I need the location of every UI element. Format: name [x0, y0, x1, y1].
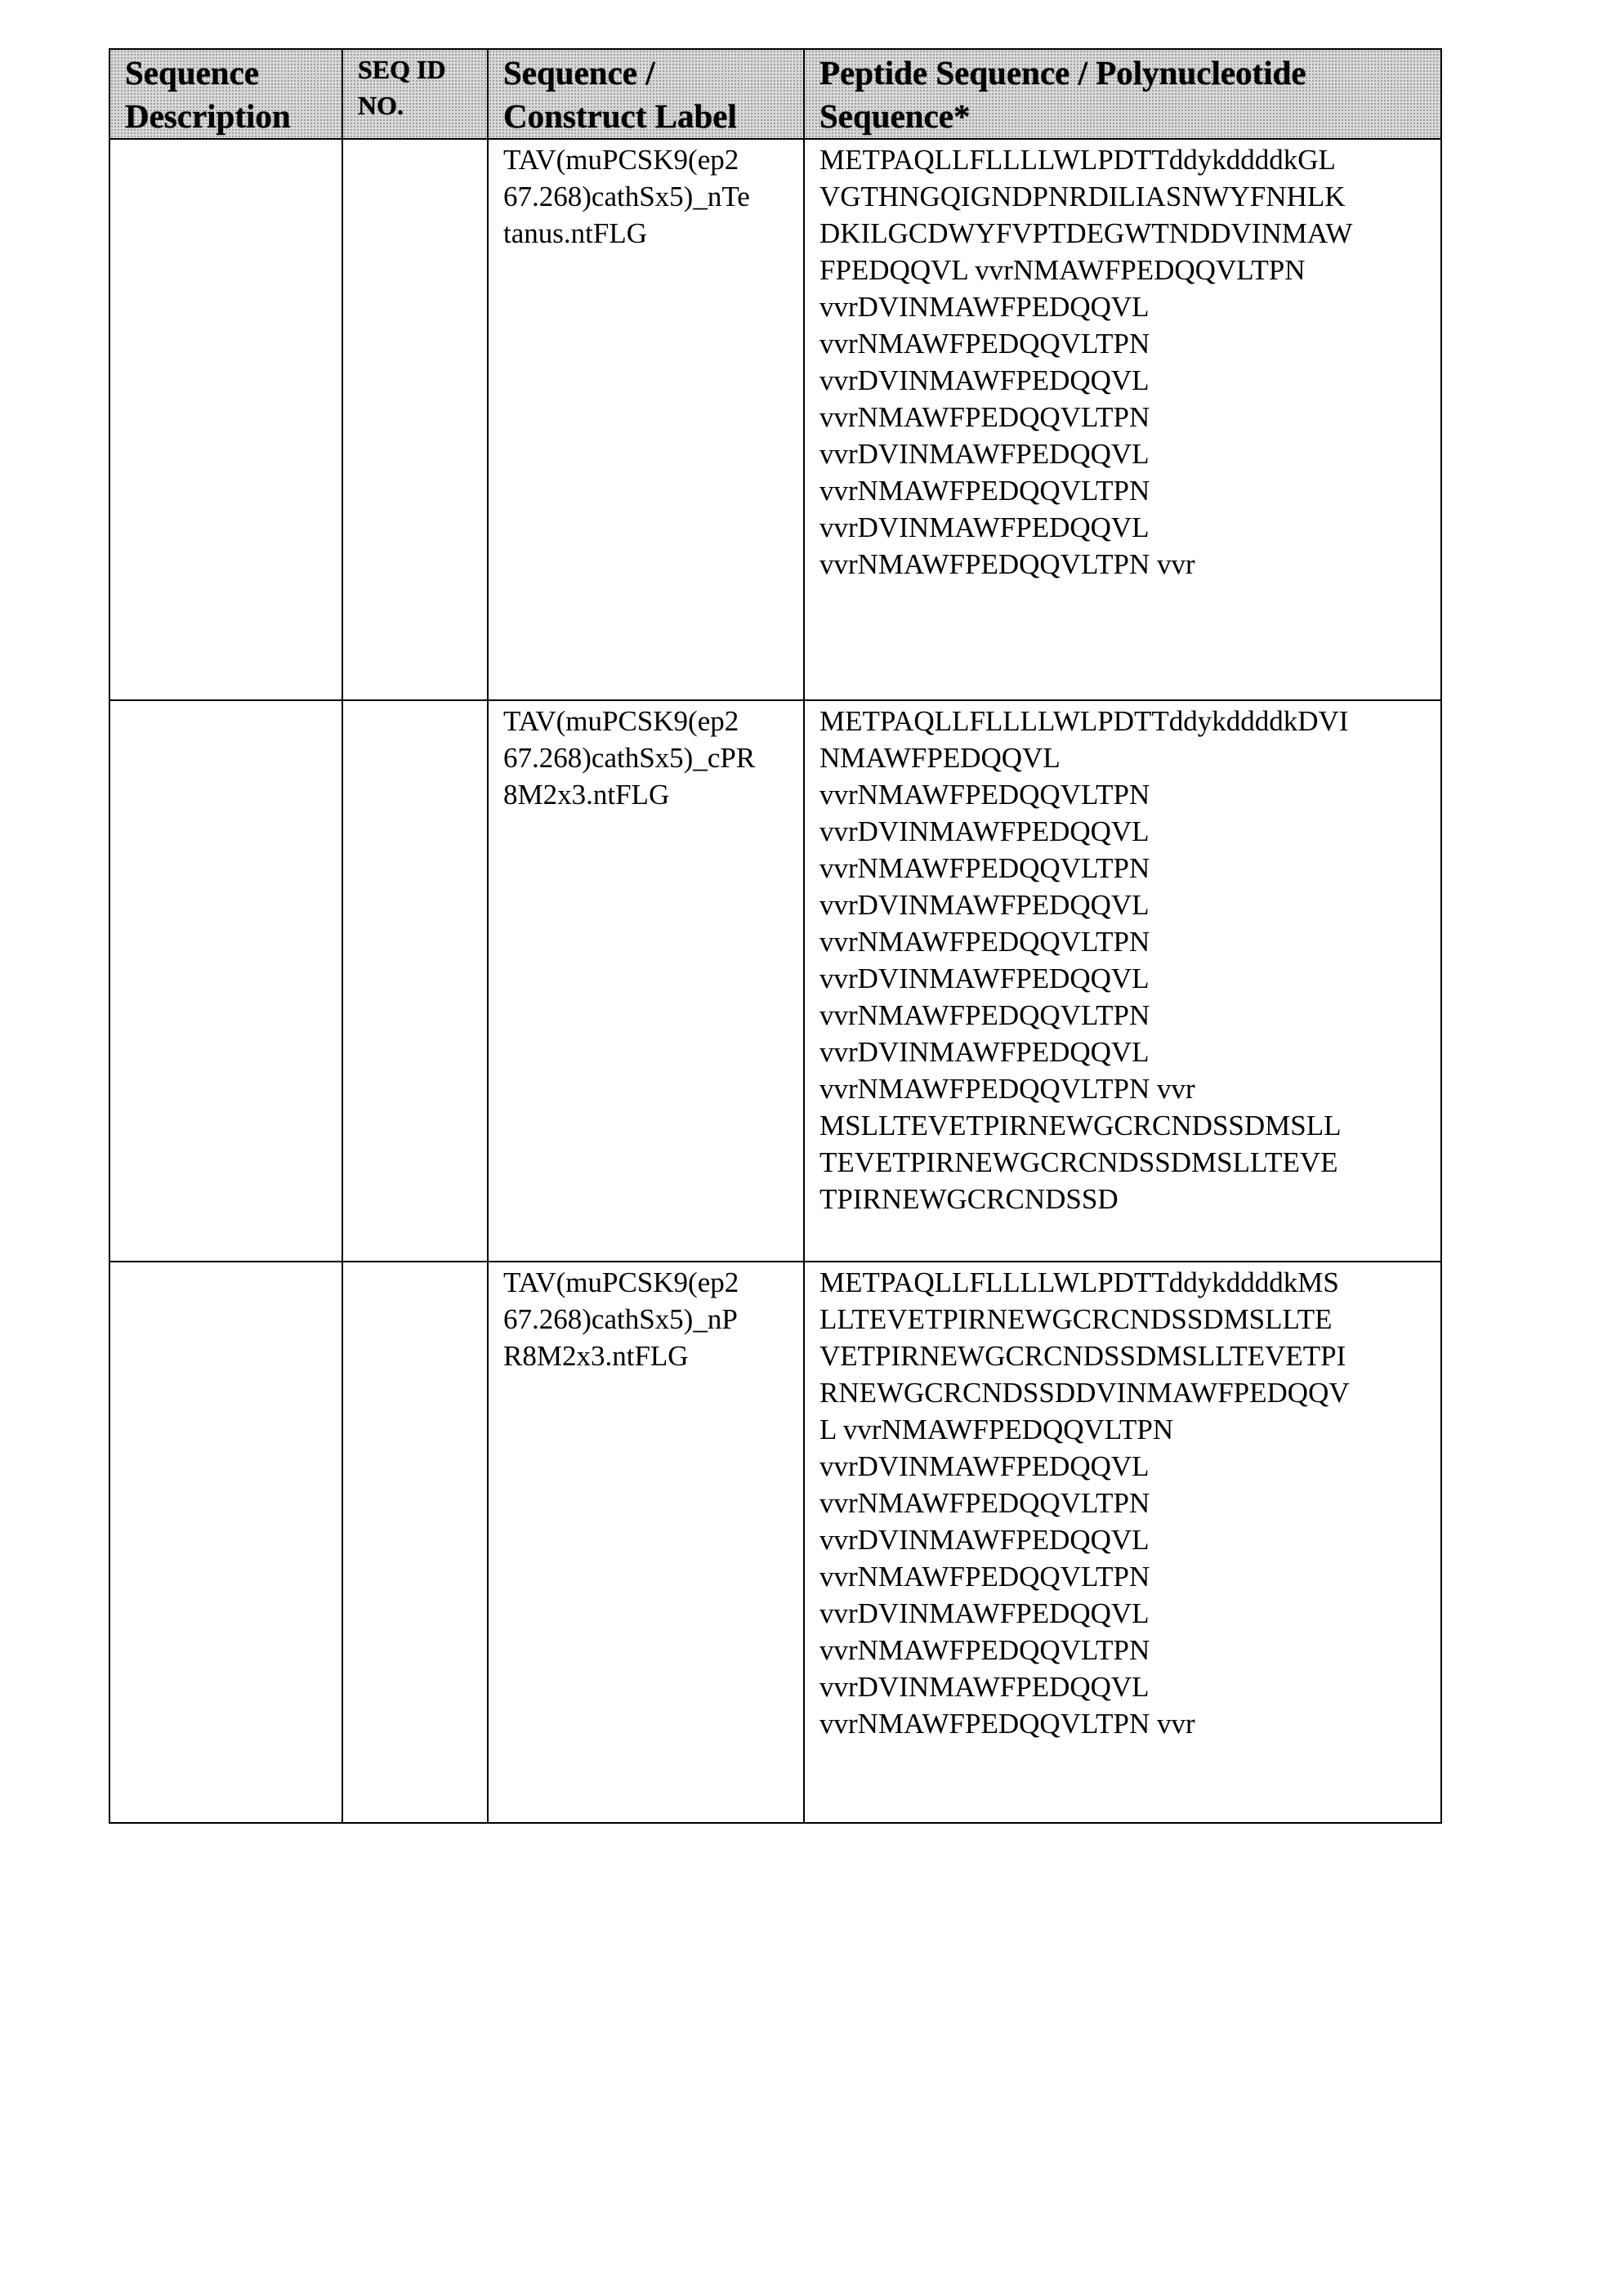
- peptide-sequence-cell-line: LLTEVETPIRNEWGCRCNDSSDMSLLTE: [819, 1301, 1432, 1338]
- peptide-sequence-cell-line: vvrNMAWFPEDQQVLTPN: [819, 776, 1432, 813]
- peptide-sequence-cell-line: METPAQLLFLLLLWLPDTTddykddddkMS: [819, 1264, 1432, 1301]
- header-text: Sequence: [125, 51, 333, 95]
- table-row: [109, 1262, 1441, 1823]
- header-text: SEQ ID: [358, 51, 479, 87]
- header-text: Peptide Sequence / Polynucleotide: [819, 51, 1432, 95]
- peptide-sequence-cell-line: vvrNMAWFPEDQQVLTPN: [819, 325, 1432, 362]
- peptide-sequence-cell-line: METPAQLLFLLLLWLPDTTddykddddkGL: [819, 141, 1432, 178]
- peptide-sequence-cell-line: NMAWFPEDQQVL: [819, 739, 1432, 776]
- peptide-sequence-cell: [804, 700, 1441, 1262]
- table-header-row: [109, 49, 1441, 139]
- peptide-sequence-cell: [804, 1262, 1441, 1823]
- construct-label-cell: [488, 1262, 804, 1823]
- peptide-sequence-cell-line: vvrDVINMAWFPEDQQVL: [819, 288, 1432, 325]
- construct-label-cell-line: R8M2x3.ntFLG: [503, 1338, 795, 1374]
- peptide-sequence-cell-line: vvrDVINMAWFPEDQQVL: [819, 1448, 1432, 1485]
- peptide-sequence-cell-line: vvrNMAWFPEDQQVLTPN: [819, 399, 1432, 436]
- header-sequence-description: [109, 49, 342, 139]
- construct-label-cell-line: TAV(muPCSK9(ep2: [503, 703, 795, 739]
- peptide-sequence-cell: [804, 139, 1441, 700]
- construct-label-cell-line: 8M2x3.ntFLG: [503, 776, 795, 813]
- header-text: Sequence /: [503, 51, 795, 95]
- seq-id-cell: [342, 700, 488, 1262]
- construct-label-cell-line: TAV(muPCSK9(ep2: [503, 1264, 795, 1301]
- peptide-sequence-cell-line: vvrDVINMAWFPEDQQVL: [819, 509, 1432, 546]
- construct-label-cell: [488, 700, 804, 1262]
- header-text: NO.: [358, 87, 479, 123]
- seq-id-cell: [342, 1262, 488, 1823]
- peptide-sequence-cell-line: MSLLTEVETPIRNEWGCRCNDSSDMSLL: [819, 1107, 1432, 1144]
- header-text: Description: [125, 95, 333, 138]
- peptide-sequence-cell-line: vvrNMAWFPEDQQVLTPN: [819, 1558, 1432, 1595]
- construct-label-cell-line: 67.268)cathSx5)_nP: [503, 1301, 795, 1338]
- header-text: Sequence*: [819, 95, 1432, 138]
- construct-label-cell-line: 67.268)cathSx5)_nTe: [503, 178, 795, 215]
- peptide-sequence-cell-line: FPEDQQVL vvrNMAWFPEDQQVLTPN: [819, 252, 1432, 288]
- peptide-sequence-cell-line: vvrDVINMAWFPEDQQVL: [819, 960, 1432, 997]
- peptide-sequence-cell-line: L vvrNMAWFPEDQQVLTPN: [819, 1411, 1432, 1448]
- peptide-sequence-cell-line: TPIRNEWGCRCNDSSD: [819, 1181, 1432, 1217]
- peptide-sequence-cell-line: TEVETPIRNEWGCRCNDSSDMSLLTEVE: [819, 1144, 1432, 1181]
- peptide-sequence-cell-line: vvrDVINMAWFPEDQQVL: [819, 1034, 1432, 1070]
- peptide-sequence-cell-line: METPAQLLFLLLLWLPDTTddykddddkDVI: [819, 703, 1432, 739]
- table-row: [109, 139, 1441, 700]
- peptide-sequence-cell-line: vvrNMAWFPEDQQVLTPN vvr: [819, 1070, 1432, 1107]
- peptide-sequence-cell-line: RNEWGCRCNDSSDDVINMAWFPEDQQV: [819, 1374, 1432, 1411]
- construct-label-cell-line: tanus.ntFLG: [503, 215, 795, 252]
- peptide-sequence-cell-line: VGTHNGQIGNDPNRDILIASNWYFNHLK: [819, 178, 1432, 215]
- construct-label-cell-line: 67.268)cathSx5)_cPR: [503, 739, 795, 776]
- peptide-sequence-cell-line: vvrDVINMAWFPEDQQVL: [819, 362, 1432, 399]
- peptide-sequence-cell-line: vvrDVINMAWFPEDQQVL: [819, 887, 1432, 923]
- sequence-description-cell: [109, 139, 342, 700]
- peptide-sequence-cell-line: DKILGCDWYFVPTDEGWTNDDVINMAW: [819, 215, 1432, 252]
- construct-label-cell-line: TAV(muPCSK9(ep2: [503, 141, 795, 178]
- header-text: Construct Label: [503, 95, 795, 138]
- peptide-sequence-cell-line: vvrDVINMAWFPEDQQVL: [819, 1521, 1432, 1558]
- peptide-sequence-cell-line: VETPIRNEWGCRCNDSSDMSLLTEVETPI: [819, 1338, 1432, 1374]
- peptide-sequence-cell-line: vvrNMAWFPEDQQVLTPN vvr: [819, 546, 1432, 583]
- peptide-sequence-cell-line: vvrNMAWFPEDQQVLTPN: [819, 1632, 1432, 1668]
- peptide-sequence-cell-line: vvrDVINMAWFPEDQQVL: [819, 1668, 1432, 1705]
- peptide-sequence-cell-line: vvrNMAWFPEDQQVLTPN: [819, 850, 1432, 887]
- construct-label-cell: [488, 139, 804, 700]
- peptide-sequence-cell-line: vvrNMAWFPEDQQVLTPN: [819, 923, 1432, 960]
- header-seq-id: [342, 49, 488, 139]
- sequence-table: [109, 48, 1442, 1824]
- peptide-sequence-cell-line: vvrDVINMAWFPEDQQVL: [819, 436, 1432, 472]
- peptide-sequence-cell-line: vvrNMAWFPEDQQVLTPN: [819, 1485, 1432, 1521]
- header-construct-label: [488, 49, 804, 139]
- table-row: [109, 700, 1441, 1262]
- peptide-sequence-cell-line: vvrNMAWFPEDQQVLTPN: [819, 472, 1432, 509]
- peptide-sequence-cell-line: vvrNMAWFPEDQQVLTPN vvr: [819, 1705, 1432, 1742]
- peptide-sequence-cell-line: vvrDVINMAWFPEDQQVL: [819, 1595, 1432, 1632]
- header-peptide-sequence: [804, 49, 1441, 139]
- sequence-description-cell: [109, 700, 342, 1262]
- sequence-description-cell: [109, 1262, 342, 1823]
- peptide-sequence-cell-line: vvrNMAWFPEDQQVLTPN: [819, 997, 1432, 1034]
- peptide-sequence-cell-line: vvrDVINMAWFPEDQQVL: [819, 813, 1432, 850]
- seq-id-cell: [342, 139, 488, 700]
